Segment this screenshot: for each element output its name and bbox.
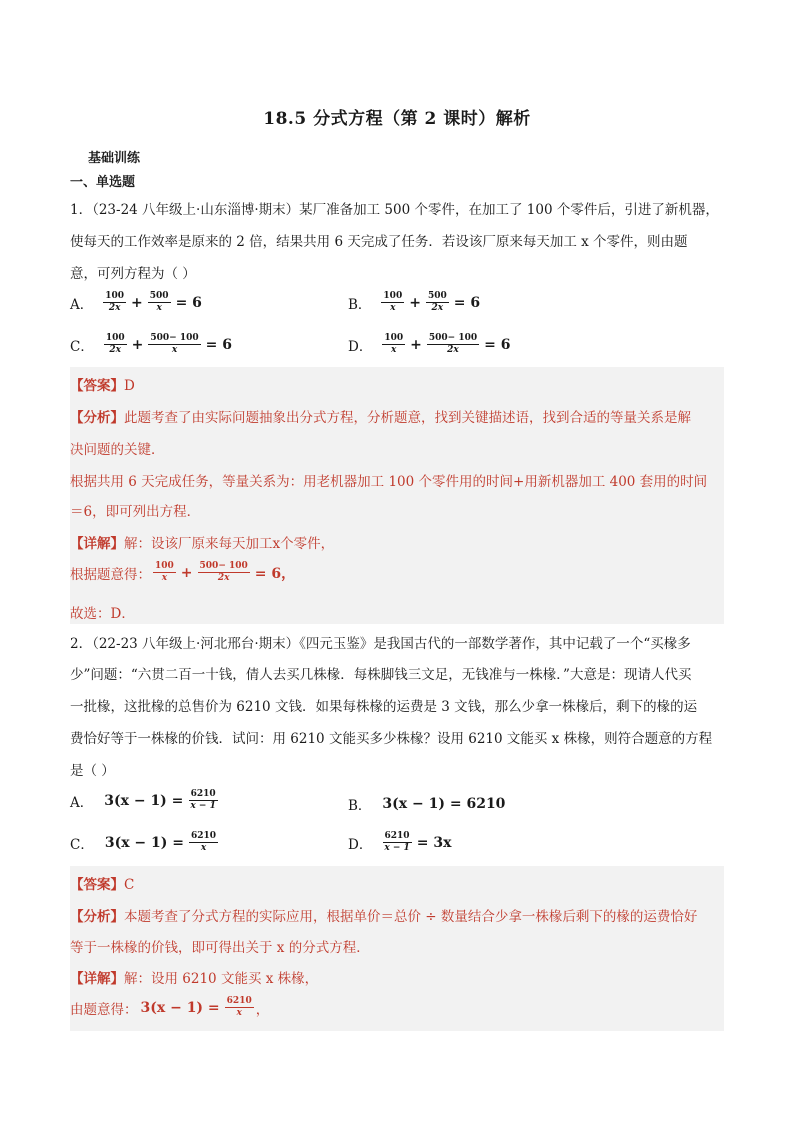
fraction: $\frac{6210}{x}$ (226, 996, 252, 1018)
fraction: $\frac{500}{x}$ (149, 291, 169, 313)
option-label: D． (348, 836, 373, 853)
fraction: $\frac{500- 100}{x}$ (150, 333, 199, 355)
fraction: $\frac{100}{2x}$ (105, 291, 125, 313)
section-heading: 基础训练 (88, 151, 141, 166)
q1-conclusion: 故选：D． (70, 606, 135, 622)
subsection-heading: 一、单选题 (70, 175, 136, 190)
page-title: 18.5 分式方程（第 2 课时）解析 (263, 109, 531, 129)
fraction: $\frac{100}{x}$ (155, 561, 174, 583)
q2-option-b[interactable]: B． 3(x − 1) = 6210 (348, 796, 506, 814)
fraction: $\frac{6210}{x}$ (191, 831, 217, 853)
fraction: $\frac{500}{2x}$ (427, 291, 447, 313)
option-label: A． (70, 794, 94, 811)
q1-analysis-line-2: 决问题的关键． (70, 442, 165, 458)
q2-text-line-5: 是（ ） (70, 763, 115, 779)
option-label: C． (70, 836, 94, 853)
q1-option-a[interactable]: A． $\frac{100}{2x}$ + $\frac{500}{x}$ = 6 (70, 291, 202, 313)
q1-option-d[interactable]: D． $\frac{100}{x}$ + $\frac{500- 100}{2x}$ = 6 (348, 333, 511, 355)
q2-text-line-2: 少”问题：“六贯二百一十钱，倩人去买几株椽．每株脚钱三文足，无钱准与一株椽．”大意是：现请人代买 (70, 667, 692, 683)
q1-analysis-line-1: 【分析】此题考查了由实际问题抽象出分式方程，分析题意，找到关键描述语，找到合适的等量关系是解 (70, 410, 691, 426)
fraction: $\frac{500- 100}{2x}$ (199, 561, 248, 583)
fraction: $\frac{500- 100}{2x}$ (428, 333, 478, 355)
q2-option-d[interactable]: D． $\frac{6210}{x - 1}$ = 3x (348, 831, 452, 853)
q1-text-line-2: 使每天的工作效率是原来的 2 倍，结果共用 6 天完成了任务．若设该厂原来每天加工 x 个零件，则由题 (70, 234, 688, 250)
q2-option-a[interactable]: A． 3(x − 1) = $\frac{6210}{x - 1}$ (70, 789, 216, 811)
q1-answer: 【答案】D (70, 378, 135, 394)
q1-analysis-line-4: ＝6，即可列出方程． (70, 504, 201, 520)
fraction: $\frac{6210}{x - 1}$ (190, 789, 216, 811)
q1-option-c[interactable]: C． $\frac{100}{2x}$ + $\frac{500- 100}{x}$ = 6 (70, 333, 232, 355)
q1-detail-line-1: 【详解】解：设该厂原来每天加工x个零件， (70, 536, 335, 552)
q2-detail-line-2: 由题意得： 3(x − 1) = $\frac{6210}{x}$ ， (70, 996, 270, 1018)
q1-text-line-1: 1．（23-24 八年级上·山东淄博·期末）某厂准备加工 500 个零件，在加工了 100 个零件后，引进了新机器， (70, 202, 719, 218)
q2-option-c[interactable]: C． 3(x − 1) = $\frac{6210}{x}$ (70, 831, 217, 853)
q1-analysis-line-3: 根据共用 6 天完成任务，等量关系为：用老机器加工 100 个零件用的时间+用新机器加工 400 套用的时间 (70, 474, 708, 490)
q1-detail-line-2: 根据题意得： $\frac{100}{x}$ + $\frac{500- 100}{2x}$ = 6， (70, 561, 296, 583)
option-label: C． (70, 338, 94, 355)
q2-answer: 【答案】C (70, 877, 135, 893)
option-label: D． (348, 338, 373, 355)
q1-option-b[interactable]: B． $\frac{100}{x}$ + $\frac{500}{2x}$ = 6 (348, 291, 481, 313)
q2-detail-line-1: 【详解】解：设用 6210 文能买 x 株椽， (70, 971, 319, 987)
q2-analysis-line-2: 等于一株椽的价钱，即可得出关于 x 的分式方程． (70, 940, 370, 956)
fraction: $\frac{6210}{x - 1}$ (384, 831, 410, 853)
fraction: $\frac{100}{x}$ (384, 333, 404, 355)
q2-text-line-4: 费恰好等于一株椽的价钱．试问：用 6210 文能买多少株椽？设用 6210 文能买 x 株椽，则符合题意的方程 (70, 731, 713, 747)
q2-text-line-3: 一批椽，这批椽的总售价为 6210 文钱．如果每株椽的运费是 3 文钱，那么少拿一株椽后，剩下的椽的运 (70, 699, 698, 715)
option-label: B． (348, 798, 372, 814)
q2-text-line-1: 2．（22-23 八年级上·河北邢台·期末）《四元玉鉴》是我国古代的一部数学著作，其中记载了一个“买椽多 (70, 636, 691, 652)
option-label: A． (70, 296, 94, 313)
option-label: B． (348, 296, 372, 313)
q1-text-line-3: 意，可列方程为（ ） (70, 266, 196, 282)
fraction: $\frac{100}{2x}$ (105, 333, 125, 355)
q2-analysis-line-1: 【分析】本题考查了分式方程的实际应用，根据单价＝总价 ÷ 数量结合少拿一株椽后剩下的椽的运费恰好 (70, 909, 698, 925)
fraction: $\frac{100}{x}$ (383, 291, 403, 313)
